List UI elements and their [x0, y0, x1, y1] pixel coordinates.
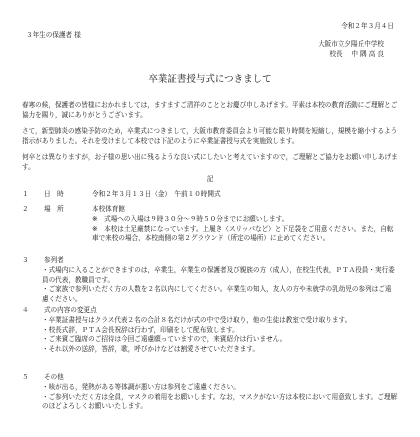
section-value: 令和２年３月１３日（金） 午前１０時開式 — [92, 190, 221, 198]
list-item: ・それ以外の送辞，答辞，歌，呼びかけなどは割愛させていただきます。 — [42, 344, 260, 353]
section-number: ５ — [22, 373, 29, 381]
section-place — [22, 205, 402, 245]
body-paragraph: さて，新型肺炎の感染予防のため，卒業式につきまして，大阪市教育委員会より可能な限り時間を短縮し，規模を縮小するよう指示がありました。それを受けまして本校では下記のように卒業証書授与式を実施致します。 — [22, 127, 398, 145]
section-label: 参列者 — [44, 256, 64, 264]
document-date: 令和２年３月４日 — [341, 22, 394, 30]
body-paragraph: 春寒の候，保護者の皆様におかれましては，ますますご清祥のこととお慶び申しあげます。平素は本校の教育活動にご理解とご協力を賜り，誠にありがとうございます。 — [22, 101, 398, 119]
section-label: 式の内容の変更点 — [44, 306, 97, 314]
list-item: ・校長式辞，ＰＴＡ会長祝辞は行わず，印刷をして配布致します。 — [42, 325, 239, 334]
ki-heading: 記 — [206, 175, 214, 183]
section-list — [42, 266, 397, 304]
sender-name: 校長 中 隅 高 良 — [329, 50, 384, 58]
section-number: ２ — [22, 205, 29, 213]
section-label: その他 — [44, 373, 64, 381]
addressee: ３年生の保護者 様 — [26, 31, 81, 39]
note-item: ※ 本校は土足厳禁になっています。上履き（スリッパなど）と下足袋をご用意ください。また，自転車で来校の場合，本校南側の第２グラウンド（所定の場所）に止めてください。 — [92, 224, 394, 242]
document-title: 卒業証書授与式につきまして — [148, 74, 272, 85]
section-number: １ — [22, 190, 29, 198]
sender-organization: 大阪市立夕陽丘中学校 — [318, 40, 384, 48]
list-item: ・ご参列いただく方は全員，マスクの着用をお願いします。なお，マスクがない方は本校において用意致します。ご理解のほどよろしくお願いいたします。 — [42, 392, 398, 410]
section-datetime — [22, 190, 402, 200]
section-notes — [92, 215, 397, 244]
section-value: 本校体育館 — [92, 205, 125, 213]
list-item: ・咳が出る，発熱がある等体調が悪い方は参列をご遠慮ください。 — [42, 383, 240, 391]
body-paragraph: 何卒とは異なりますが，お子様の思い出に残るような良い式にしたいと考えていますので，ご理解とご協力をお願い申しあげます。 — [22, 153, 398, 171]
section-number: ３ — [22, 256, 29, 264]
section-label: 日 時 — [44, 190, 64, 198]
note-item: ※ 式場への入場は９時３０分～９時５０分までにお願いします。 — [92, 215, 289, 223]
section-list — [42, 383, 397, 412]
section-label: 場 所 — [44, 205, 64, 213]
list-item: ・ご家族で参列いただく方の人数を２名以内にしてください。卒業生の知人，友人の方や未就学の乳幼児の参列はご遠慮ください。 — [42, 285, 392, 303]
list-item: ・ご来賓ご臨席のご招待は今回ご遠慮願っていますので，来賓紹介は行いません。 — [42, 335, 287, 343]
list-item: ・式場内に入ることができますのは，卒業生，卒業生の保護者及び親族の方（成人），在校生代表，ＰＴＡ役員・実行委員の代表，教職員です。 — [42, 266, 395, 284]
section-list — [42, 316, 397, 354]
section-number: ４ — [22, 306, 29, 314]
section-attendees — [22, 256, 402, 306]
section-other — [22, 373, 402, 413]
section-changes — [22, 306, 402, 366]
list-item: ・卒業証書授与はクラス代表２名の合計８名だけが式の中で受け取り，他の生徒は教室で受け取ります。 — [42, 316, 352, 324]
